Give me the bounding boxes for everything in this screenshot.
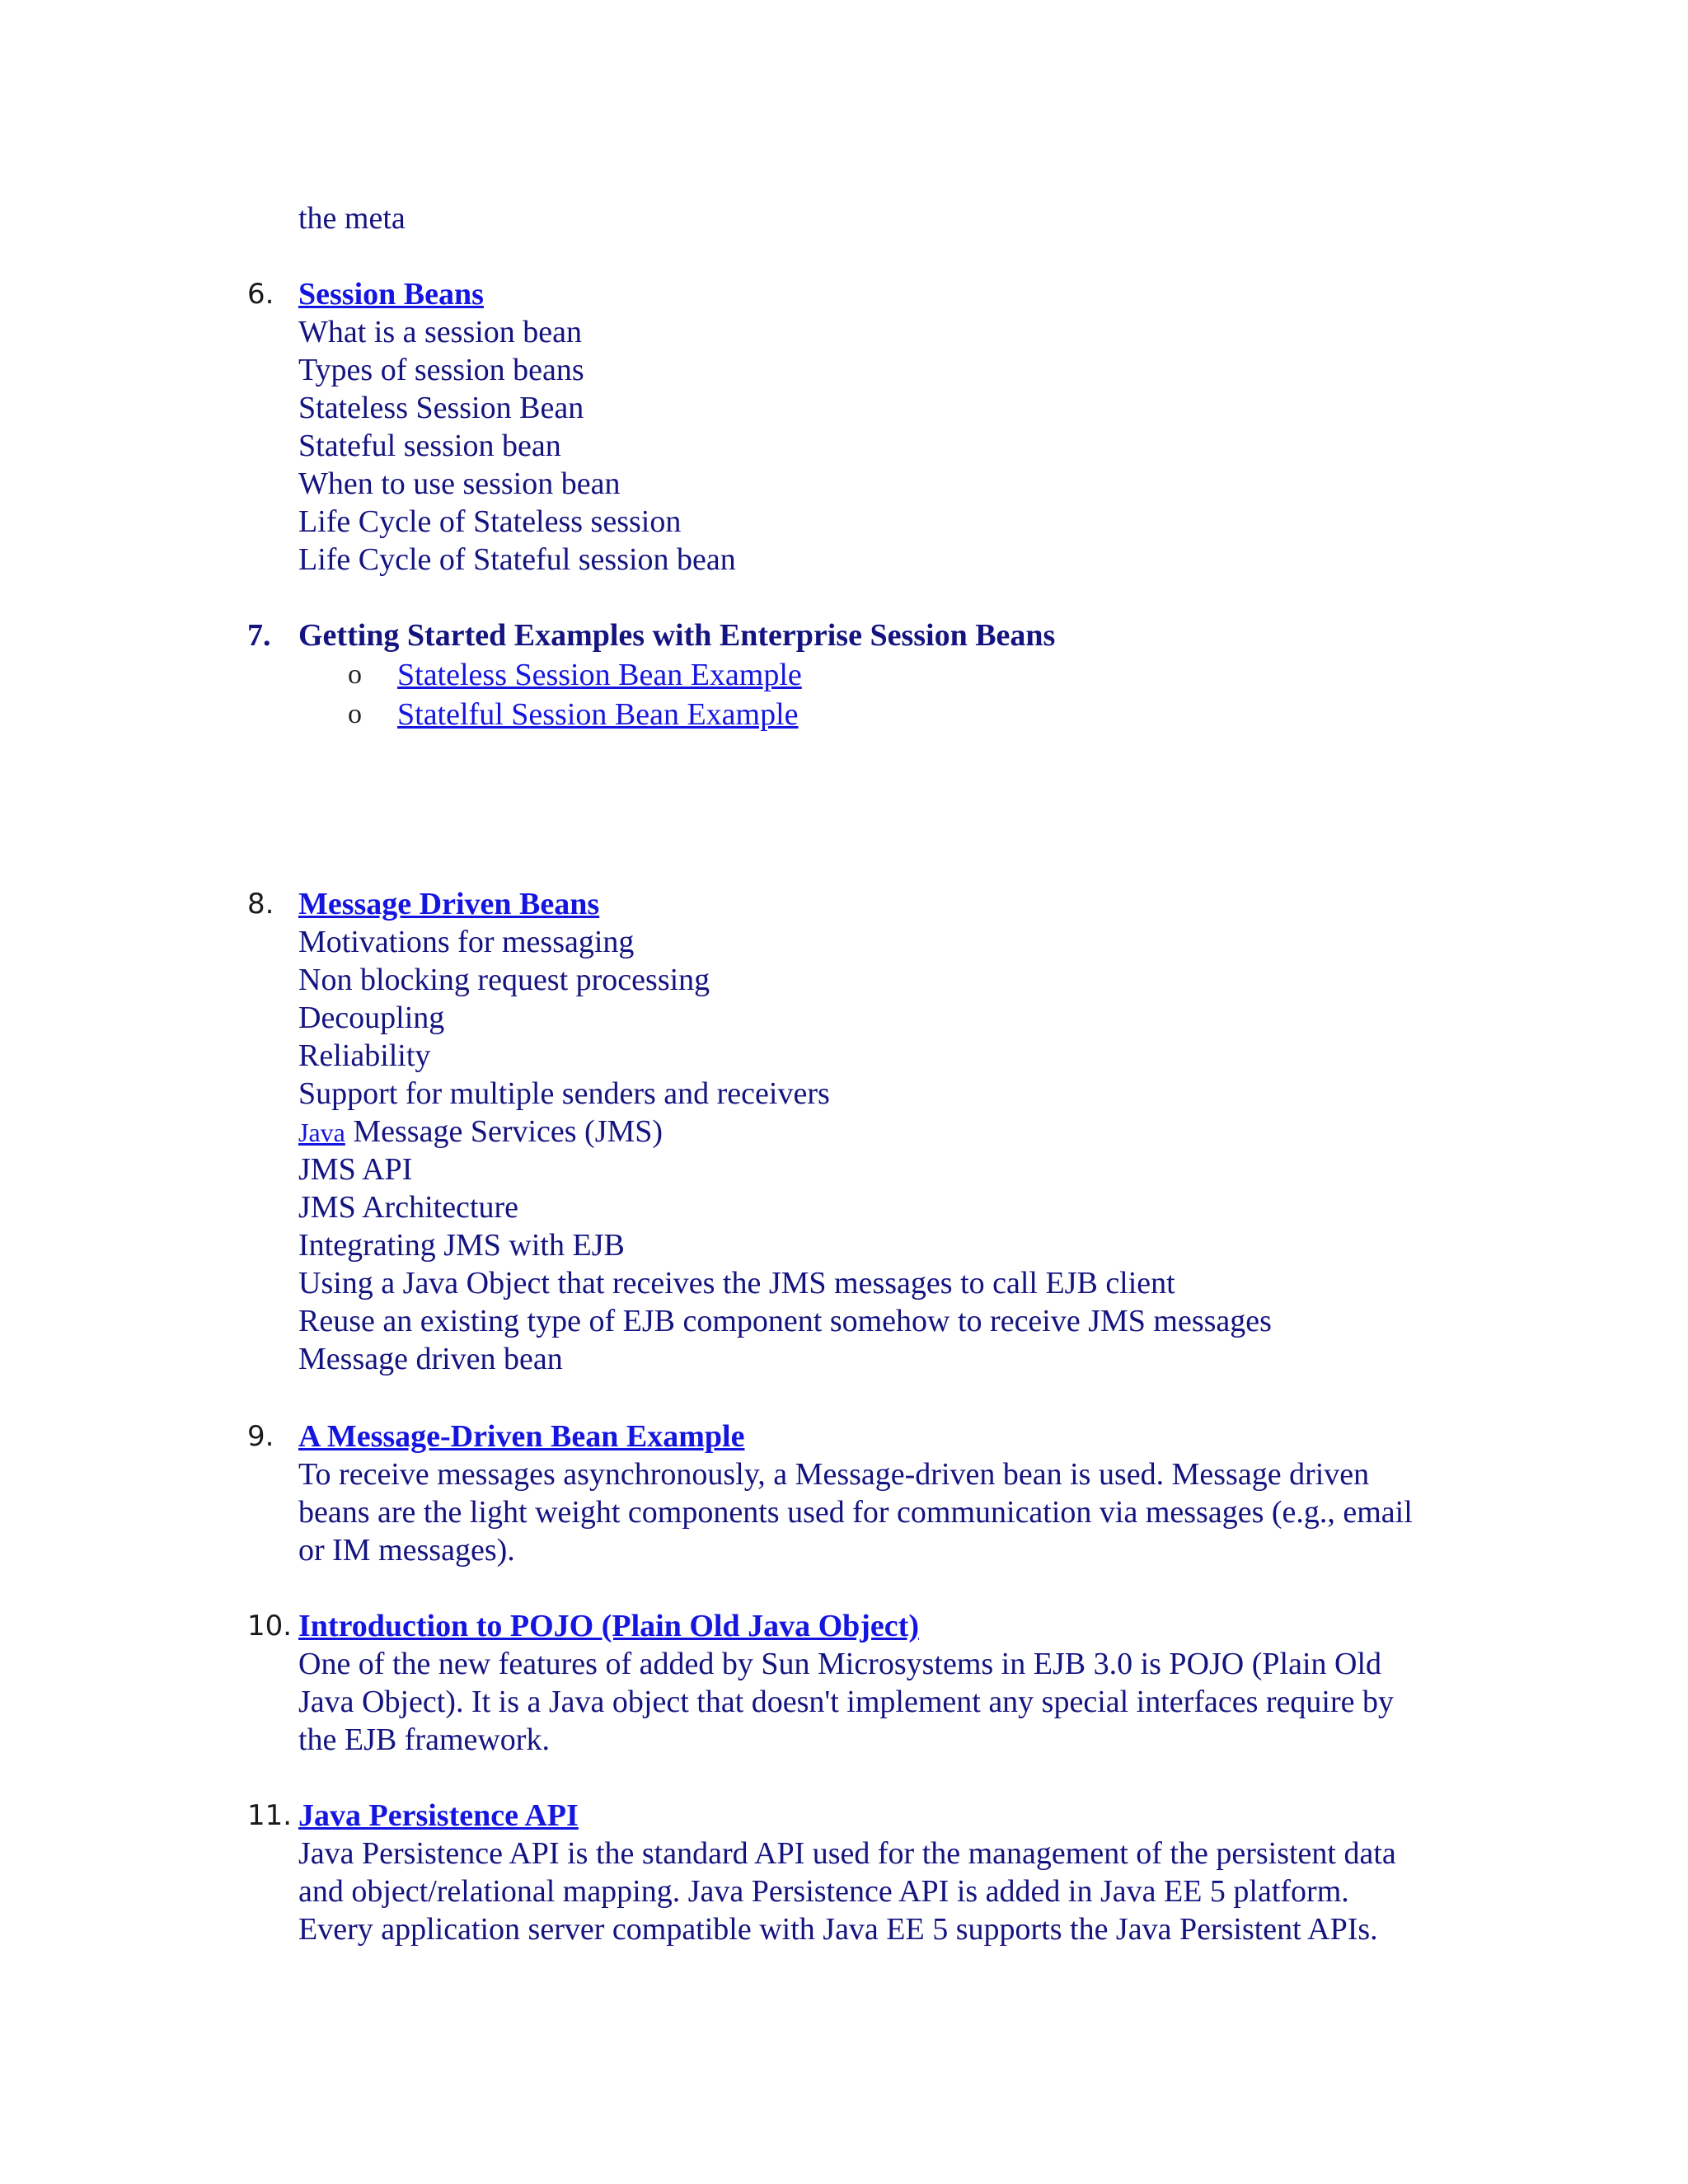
- section-8-line: Reuse an existing type of EJB component somehow to receive JMS messages: [298, 1304, 1272, 1338]
- section-8-line: Support for multiple senders and receivers: [298, 1076, 830, 1111]
- section-10-line: Java Object). It is a Java object that doesn't implement any special interfaces require by: [298, 1685, 1394, 1719]
- section-8-line: Using a Java Object that receives the JMS messages to call EJB client: [298, 1266, 1175, 1301]
- section-8-line: Decoupling: [298, 1001, 445, 1035]
- section-11-title-link[interactable]: Java Persistence API: [298, 1798, 579, 1833]
- section-10-number: 10.: [247, 1610, 293, 1643]
- section-8-line: Integrating JMS with EJB: [298, 1228, 625, 1263]
- section-6-line: When to use session bean: [298, 466, 621, 501]
- section-10-line: the EJB framework.: [298, 1722, 550, 1757]
- section-6-line: Stateless Session Bean: [298, 391, 584, 425]
- section-10-title-link[interactable]: Introduction to POJO (Plain Old Java Object): [298, 1609, 919, 1643]
- section-9-number: 9.: [247, 1420, 274, 1453]
- section-10-line: One of the new features of added by Sun Microsystems in EJB 3.0 is POJO (Plain Old: [298, 1647, 1382, 1681]
- section-6-number: 6.: [247, 278, 274, 311]
- bullet-icon: o: [348, 699, 362, 729]
- section-9-title-link[interactable]: A Message-Driven Bean Example: [298, 1419, 745, 1454]
- section-8-line: Reliability: [298, 1038, 431, 1073]
- section-7-title: Getting Started Examples with Enterprise Session Beans: [298, 618, 1056, 653]
- section-9-line: To receive messages asynchronously, a Message-driven bean is used. Message driven: [298, 1457, 1370, 1492]
- section-8-line: JMS API: [298, 1152, 413, 1187]
- section-11-line: Every application server compatible with Java EE 5 supports the Java Persistent APIs.: [298, 1912, 1378, 1947]
- stateful-example-link[interactable]: Statelful Session Bean Example: [397, 697, 799, 732]
- section-11-line: and object/relational mapping. Java Persistence API is added in Java EE 5 platform.: [298, 1874, 1349, 1909]
- section-8-jms-line: [298, 1113, 663, 1151]
- jms-line-text: Message Services (JMS): [345, 1114, 663, 1149]
- section-8-line: Non blocking request processing: [298, 963, 710, 997]
- section-6-title-link[interactable]: Session Beans: [298, 277, 484, 312]
- section-6-line: What is a session bean: [298, 315, 583, 349]
- stateless-example-link[interactable]: Stateless Session Bean Example: [397, 658, 802, 692]
- section-6-line: Life Cycle of Stateful session bean: [298, 542, 736, 577]
- section-9-line: or IM messages).: [298, 1533, 515, 1568]
- section-11-line: Java Persistence API is the standard API used for the management of the persistent data: [298, 1836, 1396, 1871]
- section-6-line: Stateful session bean: [298, 429, 561, 463]
- section-6-line: Life Cycle of Stateless session: [298, 504, 682, 539]
- section-8-number: 8.: [247, 888, 274, 921]
- section-8-line: Message driven bean: [298, 1342, 563, 1376]
- section-6-line: Types of session beans: [298, 353, 584, 387]
- section-11-number: 11.: [247, 1799, 293, 1832]
- section-7-number: 7.: [247, 618, 271, 653]
- bullet-icon: o: [348, 659, 362, 690]
- section-8-line: Motivations for messaging: [298, 925, 635, 959]
- section-9-line: beans are the light weight components used for communication via messages (e.g., email: [298, 1495, 1413, 1530]
- intro-line: the meta: [298, 201, 406, 236]
- java-link[interactable]: Java: [298, 1118, 345, 1147]
- section-8-title-link[interactable]: Message Driven Beans: [298, 887, 600, 921]
- section-8-line: JMS Architecture: [298, 1190, 519, 1225]
